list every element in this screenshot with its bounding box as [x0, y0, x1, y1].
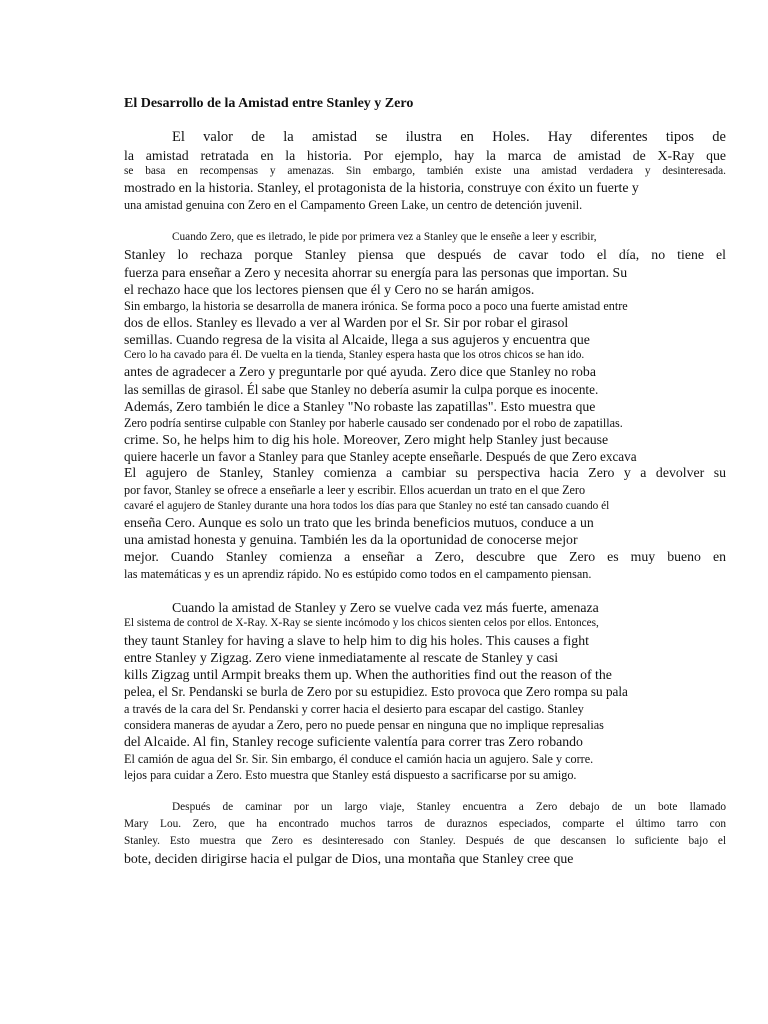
- text-line: considera maneras de ayudar a Zero, pero no puede pensar en ninguna que no implique represalias: [124, 718, 604, 732]
- text-line: El camión de agua del Sr. Sir. Sin embargo, él conduce el camión hacia un agujero. Sale y corre.: [124, 752, 594, 766]
- text-line: por favor, Stanley se ofrece a enseñarle a leer y escribir. Ellos acuerdan un trato en el que Zero: [124, 483, 586, 497]
- text-line: enseña Cero. Aunque es solo un trato que les brinda beneficios mutuos, conduce a un: [124, 515, 594, 530]
- text-line: they taunt Stanley for having a slave to help him to dig his holes. This causes a fight: [124, 633, 589, 648]
- text-line: Stanley. Esto muestra que Zero es desinteresado con Stanley. Después de que descansen lo suficiente bajo el: [124, 835, 726, 847]
- text-line: El agujero de Stanley, Stanley comienza a cambiar su perspectiva hacia Zero y a devolver su: [124, 465, 726, 480]
- text-line: dos de ellos. Stanley es llevado a ver al Warden por el Sr. Sir por robar el girasol: [124, 315, 569, 330]
- text-line: mostrado en la historia. Stanley, el protagonista de la historia, construye con éxito un fuerte y: [124, 180, 639, 195]
- text-line: Además, Zero también le dice a Stanley "No robaste las zapatillas". Esto muestra que: [124, 399, 596, 414]
- text-line: Cero lo ha cavado para él. De vuelta en la tienda, Stanley espera hasta que los otros chicos se han ido.: [124, 349, 585, 361]
- text-line: bote, deciden dirigirse hacia el pulgar de Dios, una montaña que Stanley cree que: [124, 851, 574, 866]
- text-line: Cuando la amistad de Stanley y Zero se vuelve cada vez más fuerte, amenaza: [172, 600, 599, 615]
- text-line: kills Zigzag until Armpit breaks them up. When the authorities find out the reason of the: [124, 667, 612, 682]
- document-title: El Desarrollo de la Amistad entre Stanley y Zero: [124, 96, 414, 111]
- text-line: antes de agradecer a Zero y preguntarle por qué ayuda. Zero dice que Stanley no roba: [124, 364, 596, 379]
- text-line: se basa en recompensas y amenazas. Sin embargo, también existe una amistad verdadera y desinteresada.: [124, 165, 726, 177]
- text-line: Mary Lou. Zero, que ha encontrado muchos tarros de duraznos especiados, comparte el último tarro con: [124, 818, 726, 830]
- text-line: lejos para cuidar a Zero. Esto muestra que Stanley está dispuesto a sacrificarse por su amigo.: [124, 768, 577, 782]
- text-line: El valor de la amistad se ilustra en Holes. Hay diferentes tipos de: [172, 129, 726, 145]
- text-line: quiere hacerle un favor a Stanley para que Stanley acepte enseñarle. Después de que Zero excava: [124, 449, 637, 464]
- text-line: mejor. Cuando Stanley comienza a enseñar a Zero, descubre que Zero es muy bueno en: [124, 549, 726, 564]
- text-line: una amistad genuina con Zero en el Campamento Green Lake, un centro de detención juvenil.: [124, 198, 583, 212]
- text-line: crime. So, he helps him to dig his hole. Moreover, Zero might help Stanley just because: [124, 432, 609, 447]
- text-line: Cuando Zero, que es iletrado, le pide por primera vez a Stanley que le enseñe a leer y escribir,: [172, 231, 597, 243]
- text-line: la amistad retratada en la historia. Por ejemplo, hay la marca de amistad de X-Ray que: [124, 148, 726, 163]
- text-line: Zero podría sentirse culpable con Stanley por haberle causado ser condenado por el robo de zapatillas.: [124, 416, 623, 430]
- text-line: semillas. Cuando regresa de la visita al Alcaide, llega a sus agujeros y encuentra que: [124, 332, 590, 347]
- text-line: las semillas de girasol. Él sabe que Stanley no debería asumir la culpa porque es inocente.: [124, 382, 599, 397]
- text-line: del Alcaide. Al fin, Stanley recoge suficiente valentía para correr tras Zero robando: [124, 734, 583, 749]
- text-line: Después de caminar por un largo viaje, Stanley encuentra a Zero debajo de un bote llamado: [172, 801, 726, 813]
- text-line: Stanley lo rechaza porque Stanley piensa que después de cavar todo el día, no tiene el: [124, 247, 726, 262]
- text-line: cavaré el agujero de Stanley durante una hora todos los días para que Stanley no esté tan cansado cuando él: [124, 500, 610, 512]
- text-line: una amistad honesta y genuina. También les da la oportunidad de conocerse mejor: [124, 532, 578, 547]
- text-line: a través de la cara del Sr. Pendanski y correr hacia el desierto para escapar del castigo. Stanley: [124, 702, 584, 716]
- text-line: las matemáticas y es un aprendiz rápido. No es estúpido como todos en el campamento piensan.: [124, 567, 592, 581]
- text-line: el rechazo hace que los lectores piensen que él y Cero no se harán amigos.: [124, 282, 535, 297]
- text-line: El sistema de control de X-Ray. X-Ray se siente incómodo y los chicos sienten celos por ellos. Entonces,: [124, 617, 599, 629]
- text-line: fuerza para enseñar a Zero y necesita ahorrar su energía para las personas que importan. Su: [124, 265, 628, 280]
- text-line: entre Stanley y Zigzag. Zero viene inmediatamente al rescate de Stanley y casi: [124, 650, 559, 665]
- text-line: pelea, el Sr. Pendanski se burla de Zero por su estupidiez. Esto provoca que Zero rompa su pala: [124, 684, 628, 699]
- text-line: Sin embargo, la historia se desarrolla de manera irónica. Se forma poco a poco una fuerte amistad entre: [124, 299, 628, 313]
